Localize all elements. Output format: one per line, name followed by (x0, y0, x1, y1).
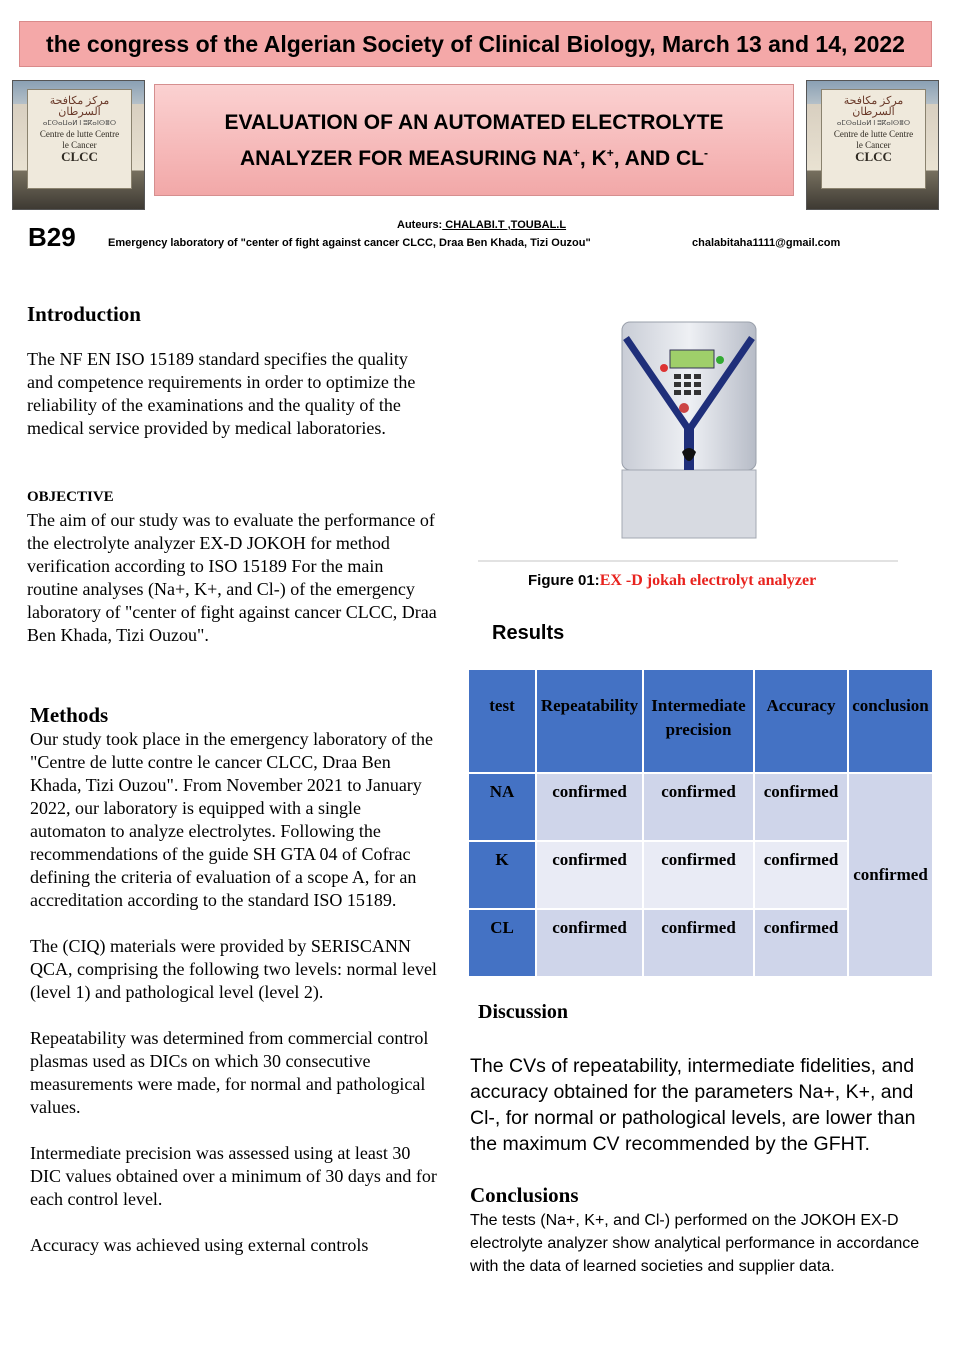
cell-intermediate: confirmed (643, 909, 754, 977)
methods-paragraph: Repeatability was determined from commercial control plasmas used as DICs on which 30 consecutive measurements were made, for normal and pathological values. (30, 1028, 429, 1117)
methods-paragraph: Accuracy was achieved using external controls (30, 1235, 369, 1255)
title-sep-cl: , AND CL (613, 146, 704, 170)
sign-line3: CLCC (855, 149, 892, 164)
discussion-text: The CVs of repeatability, intermediate fidelities, and accuracy obtained for the parameters Na+, K+, and Cl-, for normal or pathological levels, are lower than the maximum CV recommended by the GFHT. (470, 1055, 916, 1155)
sign-line2: le Cancer (62, 140, 97, 150)
conclusions-text: The tests (Na+, K+, and Cl-) performed on the JOKOH EX-D electrolyte analyzer show analytical performance in accordance with the data of learned societies and supplier data. (470, 1212, 920, 1275)
methods-heading: Methods (30, 703, 109, 727)
cell-accuracy: confirmed (754, 773, 848, 841)
sign-arabic-text: مركز مكافحة السرطان (843, 95, 904, 118)
row-test-name: NA (468, 773, 536, 841)
results-heading: Results (492, 622, 565, 644)
sign-line1: Centre de lutte Centre (39, 129, 120, 139)
figure-caption (528, 571, 816, 590)
title-sep-k: , K (579, 146, 607, 170)
authors-names: CHALABI.T ,TOUBAL.L (442, 219, 567, 231)
cell-intermediate: confirmed (643, 773, 754, 841)
figure-caption-label: Figure 01: (528, 572, 600, 589)
clcc-sign (821, 89, 926, 189)
conclusions-heading: Conclusions (470, 1183, 579, 1207)
figure-caption-text: EX -D jokah electrolyt analyzer (599, 572, 817, 589)
cell-repeatability: confirmed (536, 909, 643, 977)
objective-heading: OBJECTIVE (27, 489, 114, 505)
sign-line3: CLCC (61, 149, 98, 164)
clcc-sign (27, 89, 132, 189)
row-test-name: K (468, 841, 536, 909)
cell-repeatability: confirmed (536, 773, 643, 841)
figure-divider (478, 560, 898, 562)
column-header-accuracy: Accuracy (754, 669, 848, 773)
poster-title (225, 107, 724, 174)
clcc-sign-photo-right (806, 80, 939, 210)
column-header-test: test (468, 669, 536, 773)
methods-paragraph: Our study took place in the emergency laboratory of the "Centre de lutte contre le cancer CLCC, Draa Ben Khada, Tizi Ouzou". From November 2021 to January 2022, our laboratory is equipped with a single automaton to analyze electrolytes. Following the recommendations of the guide SH GTA 04 of Cofrac defining the criteria of evaluation of a scope A, for an accreditation according to the standard ISO 15189. (30, 729, 434, 910)
sign-tifinagh-text: ⴰⵎⵙⴰⵡⴰⵍ ⵏ ⵓⴽⴰⵏⵙⴻⵔ (836, 119, 911, 127)
introduction-text: The NF EN ISO 15189 standard specifies the quality and competence requirements in order to optimize the reliability of the examinations and the quality of the medical service provided by medical laboratories. (27, 349, 416, 438)
row-test-name: CL (468, 909, 536, 977)
methods-paragraph: Intermediate precision was assessed using at least 30 DIC values obtained over a minimum of 30 days and for each control level. (30, 1143, 437, 1209)
title-line1: EVALUATION OF AN AUTOMATED ELECTROLYTE (224, 110, 724, 134)
objective-text: The aim of our study was to evaluate the performance of the electrolyte analyzer EX-D JOKOH for method verification according to ISO 15189 For the main routine analyses (Na+, K+, and Cl-) of the emergency laboratory of "center of fight against cancer CLCC, Draa Ben Khada, Tizi Ouzou". (27, 510, 437, 645)
cell-repeatability: confirmed (536, 841, 643, 909)
sign-arabic-text: مركز مكافحة السرطان (49, 95, 110, 118)
methods-text (30, 728, 440, 1280)
column-header-repeatability: Repeatability (536, 669, 643, 773)
title-sup-na: + (572, 145, 580, 160)
results-table (467, 668, 934, 978)
cell-accuracy: confirmed (754, 909, 848, 977)
congress-title: the congress of the Algerian Society of Clinical Biology, March 13 and 14, 2022 (46, 30, 905, 57)
column-header-intermediate: Intermediate precision (643, 669, 754, 773)
poster-title-box (154, 84, 794, 196)
sign-line1: Centre de lutte Centre (833, 129, 914, 139)
table-row (468, 773, 933, 841)
title-line2-prefix: ANALYZER FOR MEASURING NA (239, 146, 573, 170)
affiliation: Emergency laboratory of "center of fight against cancer CLCC, Draa Ben Khada, Tizi Ouzou" (108, 237, 591, 249)
clcc-sign-photo-left (12, 80, 145, 210)
congress-banner (19, 21, 932, 67)
introduction-heading: Introduction (27, 302, 141, 326)
author-email: chalabitaha1111@gmail.com (692, 237, 841, 249)
poster-code: B29 (28, 222, 76, 252)
sign-tifinagh-text: ⴰⵎⵙⴰⵡⴰⵍ ⵏ ⵓⴽⴰⵏⵙⴻⵔ (42, 119, 117, 127)
methods-paragraph: The (CIQ) materials were provided by SERISCANN QCA, comprising the following two levels: normal level (level 1) and pathological level (level 2). (30, 936, 437, 1002)
electrolyte-analyzer-image (618, 320, 760, 542)
cell-conclusion: confirmed (848, 773, 933, 977)
title-sup-cl: - (703, 145, 708, 160)
discussion-heading: Discussion (478, 1001, 569, 1023)
column-header-conclusion: conclusion (848, 669, 933, 773)
sign-line2: le Cancer (856, 140, 891, 150)
cell-accuracy: confirmed (754, 841, 848, 909)
cell-intermediate: confirmed (643, 841, 754, 909)
table-header-row (468, 669, 933, 773)
title-sup-k: + (606, 145, 614, 160)
authors (397, 219, 566, 231)
authors-label: Auteurs: (397, 219, 443, 231)
